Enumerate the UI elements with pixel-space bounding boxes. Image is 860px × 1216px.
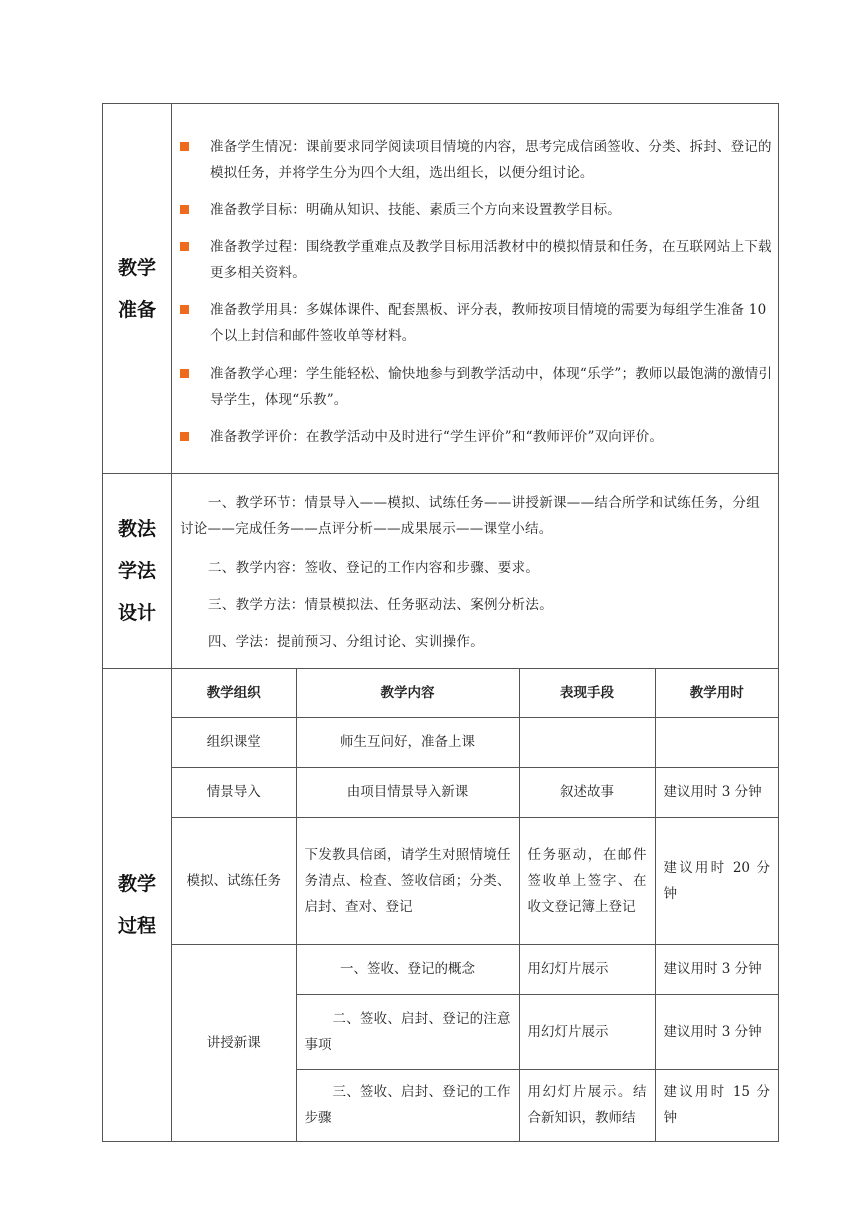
prep-section xyxy=(103,104,778,474)
method-paragraph-text: 四、学法：提前预习、分组讨论、实训操作。 xyxy=(208,634,484,650)
cell-content: 师生互问好，准备上课 xyxy=(296,717,519,767)
cell-means: 叙述故事 xyxy=(519,767,655,817)
column-header-content: 教学内容 xyxy=(296,669,519,717)
cell-means xyxy=(519,717,655,767)
square-bullet-icon xyxy=(180,242,189,251)
prep-item-text: 准备教学心理：学生能轻松、愉快地参与到教学活动中，体现“乐学”；教师以最饱满的激情引导学生，体现“乐教”。 xyxy=(210,366,773,408)
cell-time: 建议用时 20 分钟 xyxy=(655,817,778,944)
square-bullet-icon xyxy=(180,305,189,314)
prep-content xyxy=(172,104,778,473)
cell-time: 建议用时 3 分钟 xyxy=(655,944,778,994)
method-paragraph-text: 三、教学方法：情景模拟法、任务驱动法、案例分析法。 xyxy=(208,597,553,613)
method-section xyxy=(103,474,778,669)
table-row xyxy=(172,717,778,767)
prep-heading-line2: 准备 xyxy=(117,298,156,321)
method-heading-line3: 设计 xyxy=(117,602,156,624)
method-paragraph xyxy=(180,629,770,655)
table-header-row xyxy=(172,669,778,717)
cell-content: 一、签收、登记的概念 xyxy=(296,944,519,994)
table-row xyxy=(172,767,778,817)
method-heading-line2: 学法 xyxy=(117,560,156,582)
cell-time xyxy=(655,717,778,767)
method-content xyxy=(172,474,778,668)
cell-org: 模拟、试练任务 xyxy=(172,817,296,944)
process-heading-line1: 教学 xyxy=(117,873,156,895)
table-row xyxy=(172,817,778,944)
prep-heading-line1: 教学 xyxy=(117,256,156,279)
prep-item-text: 准备教学目标：明确从知识、技能、素质三个方向来设置教学目标。 xyxy=(210,202,621,218)
method-paragraph xyxy=(180,592,770,618)
prep-item-text: 准备教学评价：在教学活动中及时进行“学生评价”和“教师评价”双向评价。 xyxy=(210,429,664,445)
cell-time: 建议用时 15 分钟 xyxy=(655,1069,778,1141)
cell-time: 建议用时 3 分钟 xyxy=(655,767,778,817)
cell-content: 二、签收、启封、登记的注意事项 xyxy=(296,994,519,1069)
cell-org: 讲授新课 xyxy=(172,944,296,1141)
cell-content: 下发教具信函，请学生对照情境任务清点、检查、签收信函；分类、启封、查对、登记 xyxy=(296,817,519,944)
table-row xyxy=(172,944,778,994)
process-heading xyxy=(103,669,172,1141)
square-bullet-icon xyxy=(180,432,189,441)
cell-means: 任务驱动，在邮件签收单上签字、在收文登记簿上登记 xyxy=(519,817,655,944)
prep-item-text: 准备教学过程：围绕教学重难点及教学目标用活教材中的模拟情景和任务，在互联网站上下载更多相关资料。 xyxy=(210,239,772,281)
process-table xyxy=(172,669,778,1142)
method-paragraph-text: 二、教学内容：签收、登记的工作内容和步骤、要求。 xyxy=(208,560,540,576)
method-heading-line1: 教法 xyxy=(117,518,156,540)
column-header-time: 教学用时 xyxy=(655,669,778,717)
cell-means: 用幻灯片展示 xyxy=(519,994,655,1069)
square-bullet-icon xyxy=(180,142,189,151)
square-bullet-icon xyxy=(180,205,189,214)
cell-content: 三、签收、启封、登记的工作步骤 xyxy=(296,1069,519,1141)
column-header-means: 表现手段 xyxy=(519,669,655,717)
method-paragraph-text: 一、教学环节：情景导入——模拟、试练任务——讲授新课——结合所学和试练任务，分组讨论——完成任务——点评分析——成果展示——课堂小结。 xyxy=(180,495,760,537)
process-section xyxy=(103,669,778,1141)
cell-means: 用幻灯片展示 xyxy=(519,944,655,994)
cell-content: 由项目情景导入新课 xyxy=(296,767,519,817)
cell-org: 组织课堂 xyxy=(172,717,296,767)
column-header-org: 教学组织 xyxy=(172,669,296,717)
method-paragraph xyxy=(180,555,770,581)
prep-item-text: 准备学生情况：课前要求同学阅读项目情境的内容，思考完成信函签收、分类、拆封、登记的模拟任务，并将学生分为四个大组，选出组长，以便分组讨论。 xyxy=(210,139,772,181)
prep-item-text: 准备教学用具：多媒体课件、配套黑板、评分表，教师按项目情境的需要为每组学生准备 10 个以上封信和邮件签收单等材料。 xyxy=(210,302,767,344)
prep-heading xyxy=(103,104,172,473)
process-content xyxy=(172,669,778,1141)
method-heading xyxy=(103,474,172,668)
lesson-plan-table xyxy=(102,103,779,1142)
cell-means: 用幻灯片展示。结合新知识，教师结 xyxy=(519,1069,655,1141)
cell-time: 建议用时 3 分钟 xyxy=(655,994,778,1069)
cell-org: 情景导入 xyxy=(172,767,296,817)
method-paragraph xyxy=(180,490,770,542)
square-bullet-icon xyxy=(180,369,189,378)
process-heading-line2: 过程 xyxy=(117,915,156,937)
